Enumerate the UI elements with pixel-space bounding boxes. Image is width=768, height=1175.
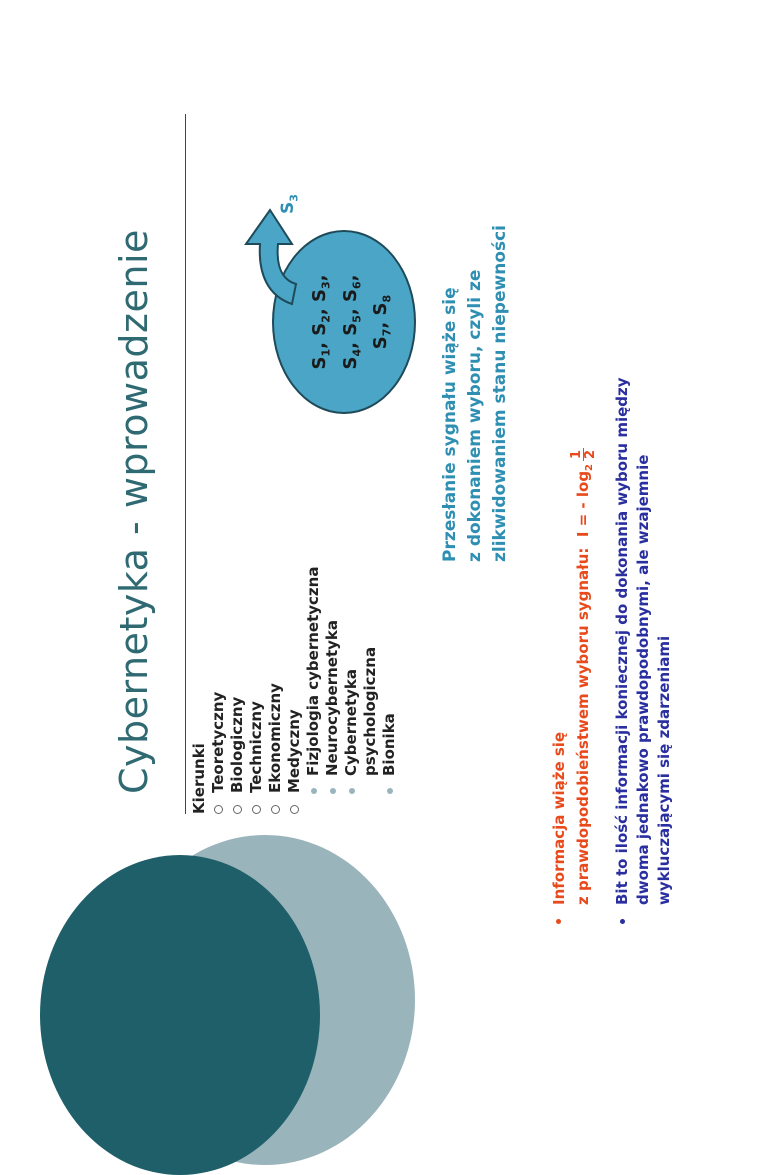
circle-bullet-icon bbox=[290, 805, 299, 814]
signal-caption: Przesłanie sygnału wiąże się z dokonaniem wyboru, czyli ze zlikwidowaniem stanu niepewności bbox=[440, 224, 510, 562]
title-divider bbox=[185, 114, 186, 814]
main-directions bbox=[209, 567, 304, 814]
selected-signal-label: $S_3$ bbox=[278, 194, 301, 214]
medical-subdirections bbox=[304, 567, 399, 814]
signal-line-3: $S_7$, $S_8$ bbox=[370, 294, 394, 350]
list-item: Teoretyczny bbox=[209, 567, 228, 814]
list-item: Ekonomiczny bbox=[266, 567, 285, 814]
dot-bullet-icon bbox=[556, 919, 561, 924]
circle-bullet-icon bbox=[233, 805, 242, 814]
dot-bullet-icon bbox=[311, 788, 317, 794]
circle-bullet-icon bbox=[252, 805, 261, 814]
dot-bullet-icon bbox=[330, 788, 336, 794]
dot-bullet-icon bbox=[620, 919, 625, 924]
dot-bullet-icon bbox=[387, 788, 393, 794]
signal-set-label bbox=[308, 240, 400, 404]
directions-heading: Kierunki bbox=[190, 743, 208, 814]
signal-line-2: $S_4$, $S_5$, $S_6$, bbox=[339, 274, 364, 370]
fraction: 1 2 bbox=[569, 449, 598, 459]
list-item: Medyczny bbox=[285, 567, 304, 814]
list-item: Neurocybernetyka bbox=[323, 567, 342, 794]
directions-list bbox=[190, 567, 399, 814]
information-bullet: Informacja wiąże się z prawdopodobieństwem wyboru sygnału: I = - $\log_2$ 1 2 bbox=[548, 84, 601, 924]
dot-bullet-icon bbox=[349, 788, 355, 794]
list-item: Fizjologia cybernetyczna bbox=[304, 567, 323, 794]
list-item: Cybernetyka psychologiczna bbox=[342, 567, 380, 794]
slide-title: Cybernetyka - wprowadzenie bbox=[112, 229, 156, 794]
list-item: Bionika bbox=[380, 567, 399, 794]
information-formula: z prawdopodobieństwem wyboru sygnału: I = - $\log_2$ 1 2 bbox=[569, 449, 598, 905]
circle-bullet-icon bbox=[214, 805, 223, 814]
circle-bullet-icon bbox=[271, 805, 280, 814]
curved-arrow-icon bbox=[230, 194, 320, 314]
bit-bullet: Bit to ilość informacji koniecznej do dokonania wyboru między dwoma jednakowo prawdopodobnymi, ale wzajemnie wykluczającymi się zdarzeniami bbox=[612, 94, 675, 924]
list-item: Biologiczny bbox=[228, 567, 247, 814]
signal-line-1: $S_1$, $S_2$, $S_3$, bbox=[309, 274, 333, 370]
list-item: Techniczny bbox=[247, 567, 266, 814]
